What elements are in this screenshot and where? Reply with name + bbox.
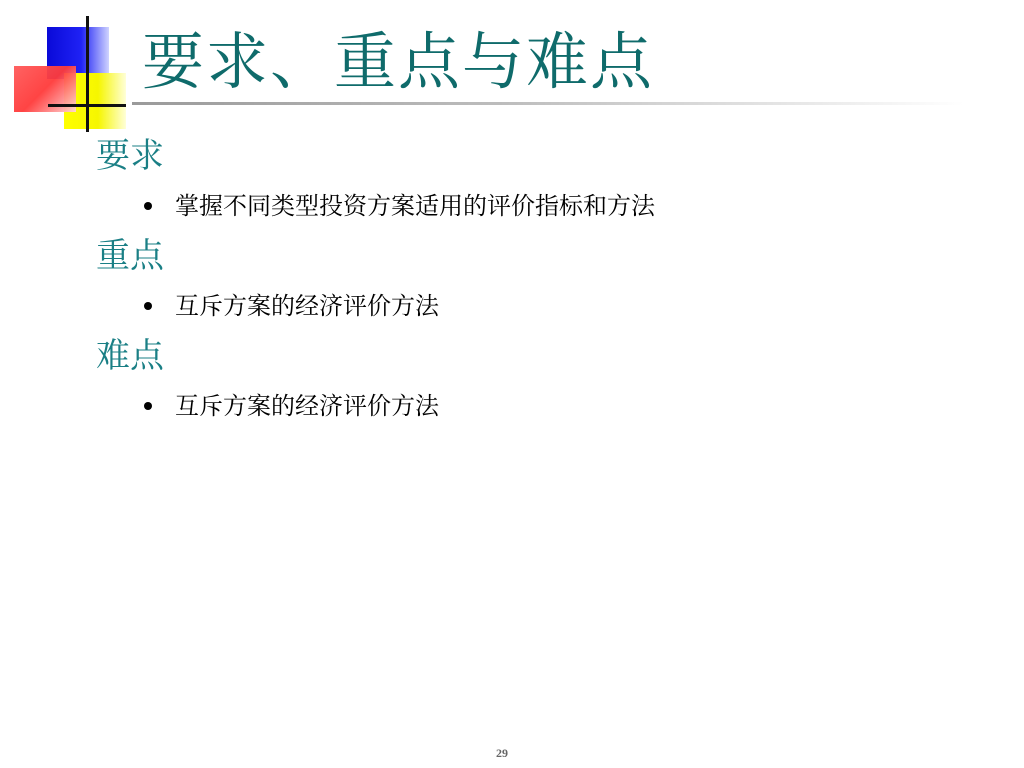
title-underline [132,102,964,105]
page-number: 29 [496,746,508,760]
bullet-dot-icon [144,202,152,210]
section-heading: 要求 [96,136,164,176]
slide-content [96,132,976,432]
bullet-dot-icon [144,302,152,310]
vertical-line-decoration [86,16,89,132]
bullet-text: 掌握不同类型投资方案适用的评价指标和方法 [175,192,655,220]
section-key-points [96,232,976,332]
horizontal-line-decoration [48,104,126,107]
section-difficulties [96,332,976,432]
list-item [144,280,976,332]
bullet-dot-icon [144,402,152,410]
bullet-text: 互斥方案的经济评价方法 [175,292,439,320]
slide-title: 要求、重点与难点 [142,25,655,98]
list-item [144,180,976,232]
bullet-text: 互斥方案的经济评价方法 [175,392,439,420]
list-item [144,380,976,432]
section-requirements [96,132,976,232]
section-heading: 重点 [96,236,164,276]
section-heading: 难点 [96,336,164,376]
